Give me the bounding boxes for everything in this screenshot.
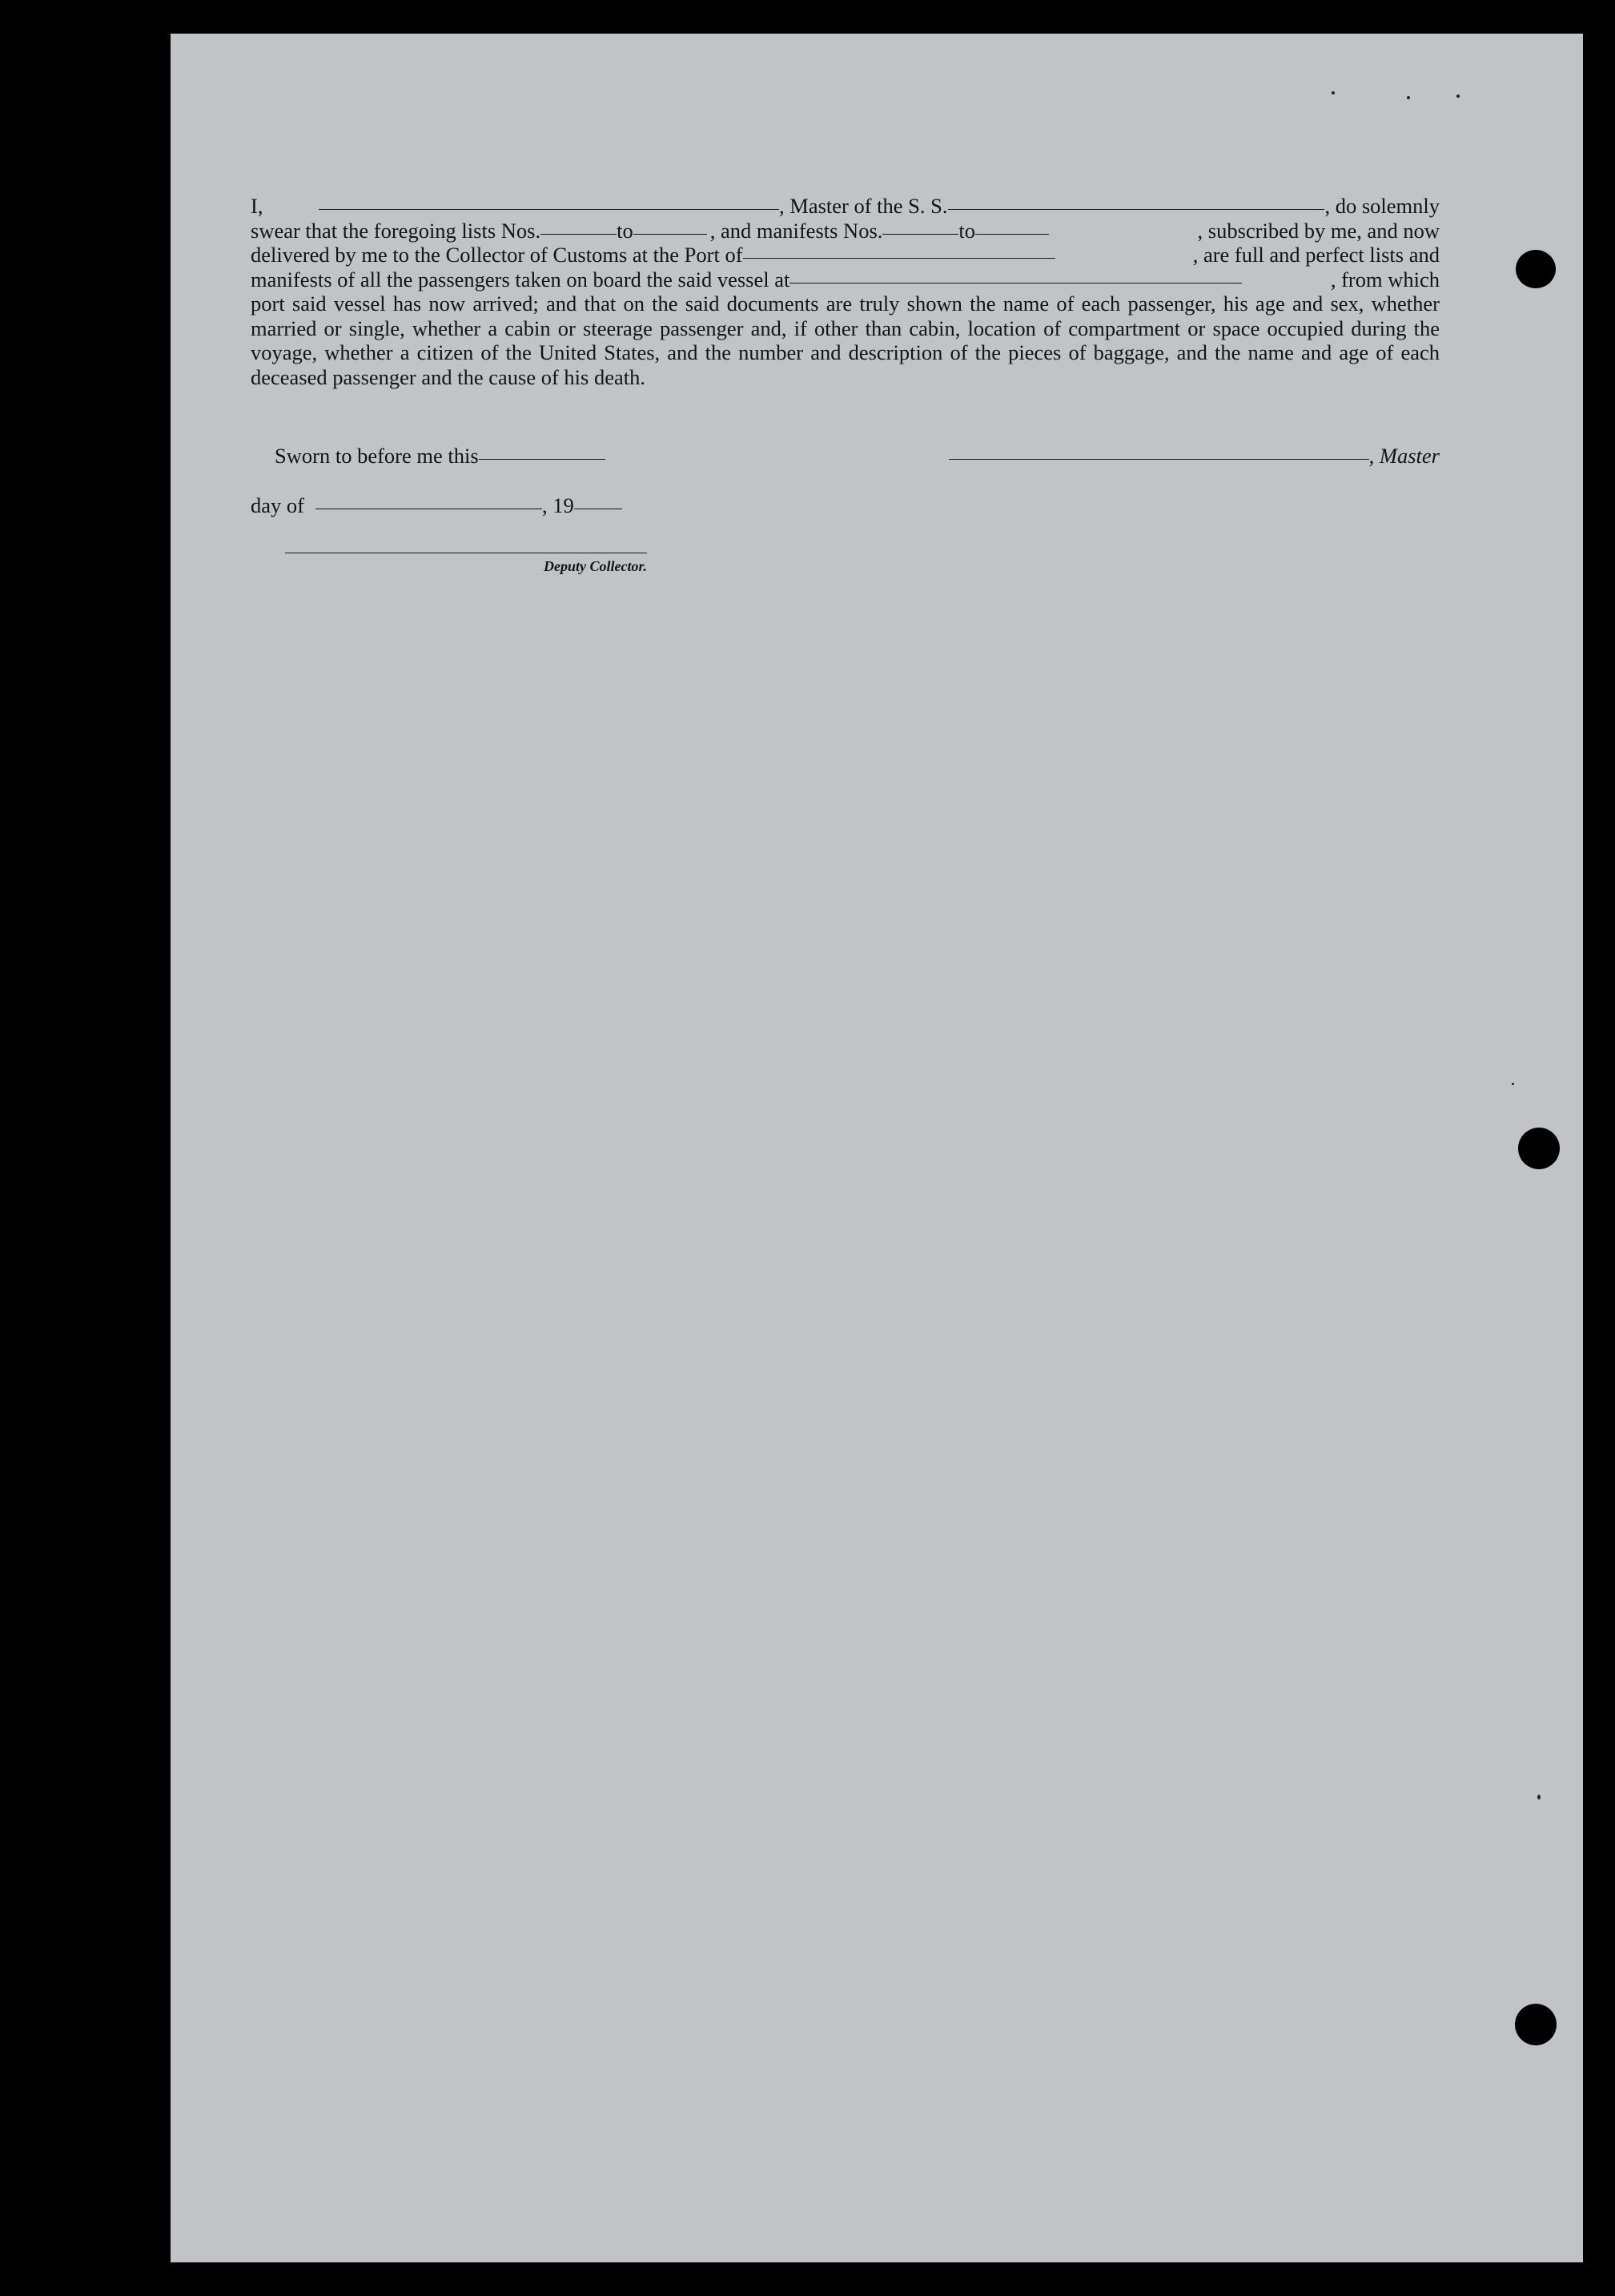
oath-to-1: to [617,218,633,243]
manifests-to-blank [975,233,1049,235]
oath-to-2: to [958,218,976,243]
oath-delivered: delivered by me to the Collector of Customs at the Port of [251,243,743,267]
speck [1512,1083,1514,1085]
lists-to-blank [633,233,707,235]
oath-subscribed: , subscribed by me, and now [1197,218,1440,243]
manifests-from-blank [882,233,958,235]
master-signature-blank [949,458,1369,460]
speck [1332,91,1335,94]
punch-hole-top [1516,250,1556,288]
oath-manifests-all: manifests of all the passengers taken on board the said vessel at [251,267,790,292]
oath-master-of-ss: , Master of the S. S. [779,194,948,218]
sworn-row [275,444,1440,468]
oath-word-i: I, [251,194,263,218]
lists-from-blank [540,233,617,235]
port-blank [743,257,1055,259]
sworn-label: Sworn to before me this [275,444,479,468]
oath-paragraph [251,194,1440,389]
oath-line-2 [251,219,1440,243]
oath-and-manifests: , and manifests Nos. [709,218,883,243]
speck [1407,96,1410,99]
day-row [251,493,622,518]
oath-do-solemnly: , do solemnly [1324,194,1440,218]
oath-line-1 [251,194,1440,219]
oath-line-4 [251,267,1440,292]
embark-port-blank [789,282,1242,283]
oath-body: port said vessel has now arrived; and that on the said documents are truly shown the name of each passenger, his age and sex, whether married or single, whether a cabin or steerage passenger and, if other than cabin, location of compartment or space occupied during the voyage, whether a citizen of the United States, and the number and description of the pieces of baggage, and the name and age of each deceased passenger and the cause of his death. [251,292,1440,389]
month-blank [315,508,542,509]
master-label: , Master [1368,444,1440,468]
deputy-collector-signature: Deputy Collector. [285,553,647,575]
day-of-label: day of [251,493,304,517]
speck [1456,94,1460,98]
document-page [171,34,1583,2262]
punch-hole-bottom [1515,2004,1557,2045]
oath-swear: swear that the foregoing lists Nos. [251,218,541,243]
sworn-day-blank [479,458,605,460]
ship-name-blank [948,208,1325,210]
year-blank [574,508,622,509]
punch-hole-middle [1518,1128,1560,1169]
speck [1537,1795,1541,1799]
oath-full-perfect: , are full and perfect lists and [1192,243,1440,267]
master-name-blank [319,208,779,210]
year-label: , 19 [541,493,574,517]
oath-from-which: , from which [1330,267,1440,292]
oath-line-3 [251,243,1440,267]
